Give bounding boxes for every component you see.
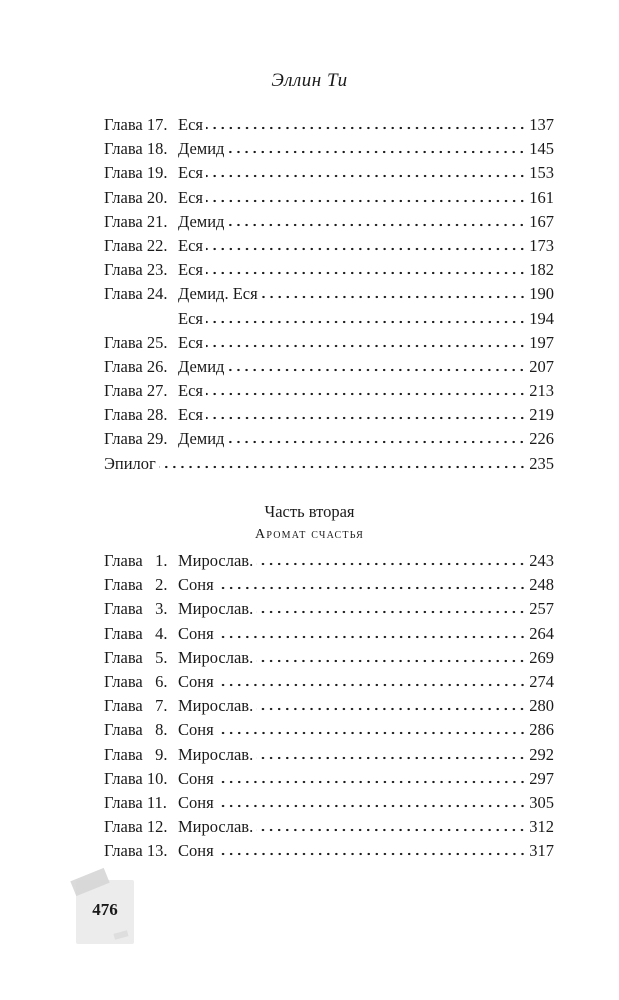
folio-tab: [76, 880, 134, 944]
toc-entry: [104, 452, 554, 476]
dot-leader: [217, 586, 527, 590]
toc-title: Соня: [178, 720, 214, 740]
toc-page-number: 137: [529, 115, 554, 134]
dot-leader: [206, 392, 526, 396]
toc-title: Еся: [178, 381, 203, 401]
toc-entry: [104, 161, 554, 185]
toc-title: Соня: [178, 623, 214, 643]
toc-entry: [104, 331, 554, 355]
dot-leader: [206, 174, 526, 178]
toc-page-number: 264: [529, 623, 554, 643]
toc-chapter-number: Глава 29.: [104, 429, 168, 449]
toc-title: Мирослав.: [178, 744, 254, 764]
toc-entry: [104, 186, 554, 210]
toc-page-number: 197: [529, 332, 554, 352]
toc-chapter-number: Глава 5.: [104, 647, 168, 667]
toc-title: Демид. Еся: [178, 284, 258, 304]
toc-entry: [104, 355, 554, 379]
toc-page-number: 269: [529, 647, 554, 667]
toc-page-number: 312: [529, 817, 554, 837]
toc-entry: [104, 815, 554, 839]
toc-entry: [104, 573, 554, 597]
dot-leader: [227, 440, 526, 444]
toc-title: Соня: [178, 671, 214, 691]
toc-title: Мирослав.: [178, 817, 254, 837]
toc-page-number: 286: [529, 720, 554, 740]
toc-chapter-number: Глава 21.: [104, 211, 168, 231]
toc-entry: [104, 549, 554, 573]
toc-entry: [104, 113, 554, 137]
toc-entry: [104, 137, 554, 161]
toc-page-number: 207: [529, 356, 554, 376]
toc-page-number: 173: [529, 235, 554, 255]
toc-page-number: 235: [529, 453, 554, 473]
toc-entry: [104, 791, 554, 815]
toc-chapter-number: Глава 10.: [104, 768, 168, 788]
dot-leader: [256, 659, 526, 663]
dot-leader: [227, 368, 526, 372]
toc-chapter-number: Глава 19.: [104, 163, 168, 183]
toc-chapter-number: Глава 23.: [104, 260, 168, 280]
dot-leader: [256, 562, 526, 566]
toc-page-number: 213: [529, 381, 554, 401]
toc-page-number: 219: [529, 405, 554, 425]
toc-chapter-number: Глава 2.: [104, 575, 168, 595]
toc-page-number: 274: [529, 671, 554, 691]
toc-chapter-number: Глава 4.: [104, 623, 168, 643]
dot-leader: [159, 465, 526, 469]
toc-title: Мирослав.: [178, 599, 254, 619]
toc-page-number: 292: [529, 744, 554, 764]
dot-leader: [206, 271, 526, 275]
dot-leader: [217, 683, 527, 687]
toc-entry: [104, 694, 554, 718]
toc-title: Демид: [178, 356, 225, 376]
toc-title: Демид: [178, 211, 225, 231]
toc-title: Еся: [178, 405, 203, 425]
toc-entry: [104, 743, 554, 767]
toc-title: Соня: [178, 768, 214, 788]
toc-title: Демид: [178, 429, 225, 449]
toc-entry: [104, 839, 554, 863]
toc-title: Мирослав.: [178, 647, 254, 667]
toc-entry: [104, 379, 554, 403]
toc-entry: [104, 258, 554, 282]
toc-title: Эпилог: [104, 453, 156, 473]
dot-leader: [206, 199, 526, 203]
dot-leader: [256, 756, 526, 760]
toc-chapter-number: Глава 24.: [104, 284, 168, 304]
toc-page-number: 243: [529, 551, 554, 570]
toc-page-number: 305: [529, 792, 554, 812]
toc-title: Демид: [178, 139, 225, 159]
dot-leader: [227, 223, 526, 227]
dot-leader: [206, 126, 526, 130]
tape-mark-decoration: [113, 930, 128, 939]
toc-entry: [104, 282, 554, 306]
dot-leader: [206, 344, 526, 348]
dot-leader: [206, 247, 526, 251]
toc-entry: [104, 210, 554, 234]
page-number: 476: [92, 900, 118, 919]
toc-title: Еся: [178, 115, 203, 134]
toc-title: Еся: [178, 163, 203, 183]
toc-page-number: 248: [529, 575, 554, 595]
toc-title: Еся: [178, 235, 203, 255]
toc-part-two: [104, 549, 554, 863]
toc-chapter-number: Глава 9.: [104, 744, 168, 764]
toc-page-number: 317: [529, 841, 554, 861]
toc-page-number: 194: [529, 308, 554, 328]
dot-leader: [256, 610, 526, 614]
toc-page-number: 145: [529, 139, 554, 159]
toc-chapter-number: Глава 20.: [104, 187, 168, 207]
dot-leader: [206, 320, 526, 324]
toc-chapter-number: Глава 1.: [104, 551, 168, 570]
toc-title: Соня: [178, 841, 214, 861]
toc-entry: [104, 767, 554, 791]
toc-entry: [104, 646, 554, 670]
toc-entry: [104, 427, 554, 451]
dot-leader: [217, 852, 527, 856]
toc-entry: [104, 597, 554, 621]
toc-page-number: 161: [529, 187, 554, 207]
toc-title: Мирослав.: [178, 551, 254, 570]
tape-decoration: [70, 868, 109, 896]
toc-chapter-number: Глава 27.: [104, 381, 168, 401]
running-head: Эллин Ти: [271, 70, 348, 91]
toc-title: Еся: [178, 260, 203, 280]
toc-entry: [104, 718, 554, 742]
toc-chapter-number: Глава 12.: [104, 817, 168, 837]
toc-chapter-number: Глава 17.: [104, 115, 168, 134]
dot-leader: [256, 707, 526, 711]
dot-leader: [217, 731, 527, 735]
toc-chapter-number: Глава 25.: [104, 332, 168, 352]
toc-page-number: 167: [529, 211, 554, 231]
toc-page-number: 226: [529, 429, 554, 449]
toc-page-number: 280: [529, 696, 554, 716]
toc-chapter-number: Глава 26.: [104, 356, 168, 376]
toc-entry: [104, 670, 554, 694]
toc-chapter-number: Глава 28.: [104, 405, 168, 425]
toc-page-number: 182: [529, 260, 554, 280]
toc-entry: [104, 234, 554, 258]
toc-title: Еся: [178, 308, 203, 328]
toc-page-number: 257: [529, 599, 554, 619]
dot-leader: [217, 780, 527, 784]
toc-title: Еся: [178, 332, 203, 352]
toc-title: Соня: [178, 792, 214, 812]
dot-leader: [261, 295, 527, 299]
toc-chapter-number: Глава 11.: [104, 792, 167, 812]
toc-entry: [104, 622, 554, 646]
toc-chapter-number: Глава 8.: [104, 720, 168, 740]
toc-chapter-number: Глава 7.: [104, 696, 168, 716]
dot-leader: [227, 150, 526, 154]
toc-chapter-number: Глава 3.: [104, 599, 168, 619]
toc-part-one: [104, 113, 554, 476]
toc-entry: [104, 307, 554, 331]
dot-leader: [206, 416, 526, 420]
toc-page-number: 297: [529, 768, 554, 788]
part-subtitle: Аромат счастья: [255, 527, 364, 542]
dot-leader: [256, 828, 526, 832]
toc-page-number: 153: [529, 163, 554, 183]
part-title: Часть вторая: [264, 502, 355, 521]
toc-chapter-number: Глава 6.: [104, 671, 168, 691]
toc-chapter-number: Глава 13.: [104, 841, 168, 861]
toc-title: Еся: [178, 187, 203, 207]
toc-chapter-number: Глава 22.: [104, 235, 168, 255]
dot-leader: [217, 635, 527, 639]
toc-entry: [104, 403, 554, 427]
dot-leader: [217, 804, 527, 808]
toc-chapter-number: Глава 18.: [104, 139, 168, 159]
toc-title: Соня: [178, 575, 214, 595]
toc-page-number: 190: [529, 284, 554, 304]
toc-title: Мирослав.: [178, 696, 254, 716]
